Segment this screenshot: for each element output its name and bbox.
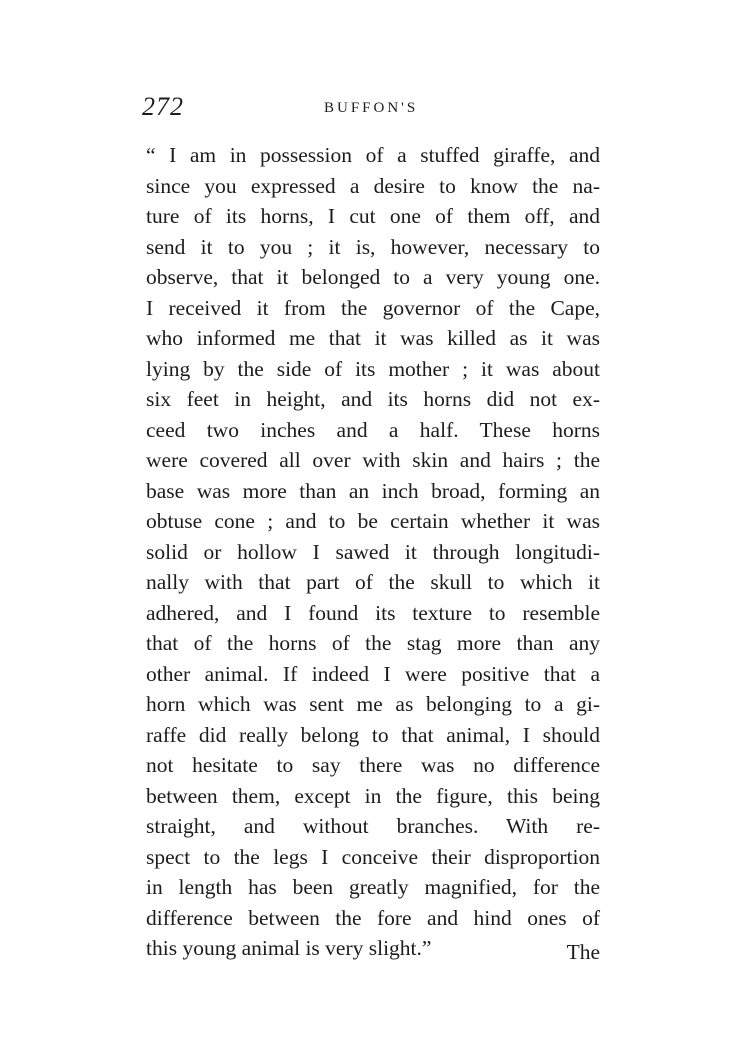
text-line: spect to the legs I conceive their disproportion [146, 844, 600, 869]
text-line: send it to you ; it is, however, necessary to [146, 234, 600, 259]
text-line: were covered all over with skin and hairs ; the [146, 448, 600, 472]
text-line: adhered, and I found its texture to resemble [146, 600, 600, 625]
text-line: since you expressed a desire to know the na- [146, 173, 600, 198]
text-line: other animal. If indeed I were positive that a [146, 661, 600, 686]
text-line: observe, that it belonged to a very young one. [146, 265, 600, 289]
page-number: 272 [142, 92, 184, 121]
text-line: who informed me that it was killed as it was [146, 326, 600, 350]
catchword: The [566, 940, 600, 964]
text-line: solid or hollow I sawed it through longitudi- [146, 539, 600, 564]
text-line: in length has been greatly magnified, for the [146, 875, 600, 899]
text-line: horn which was sent me as belonging to a gi- [146, 692, 600, 716]
text-line: between them, except in the figure, this being [146, 783, 600, 808]
text-line: ture of its horns, I cut one of them off, and [146, 204, 600, 228]
text-line: this young animal is very slight.” [146, 936, 432, 960]
body-text [146, 140, 600, 964]
text-line: straight, and without branches. With re- [146, 814, 600, 838]
text-line: ceed two inches and a half. These horns [146, 417, 600, 442]
text-line: I received it from the governor of the Cape, [146, 295, 600, 320]
text-line: not hesitate to say there was no difference [146, 753, 600, 777]
running-head: BUFFON'S [324, 100, 419, 116]
text-line: “ I am in possession of a stuffed giraffe, and [146, 143, 600, 167]
text-line: raffe did really belong to that animal, I should [146, 722, 600, 747]
page-header [142, 92, 602, 128]
text-line: difference between the fore and hind ones of [146, 905, 600, 930]
text-line: nally with that part of the skull to which it [146, 570, 600, 594]
text-line: lying by the side of its mother ; it was about [146, 356, 600, 381]
text-line: base was more than an inch broad, forming an [146, 478, 600, 503]
text-line: obtuse cone ; and to be certain whether it was [146, 509, 600, 533]
text-line: that of the horns of the stag more than any [146, 631, 600, 655]
text-line: six feet in height, and its horns did not ex- [146, 387, 600, 411]
